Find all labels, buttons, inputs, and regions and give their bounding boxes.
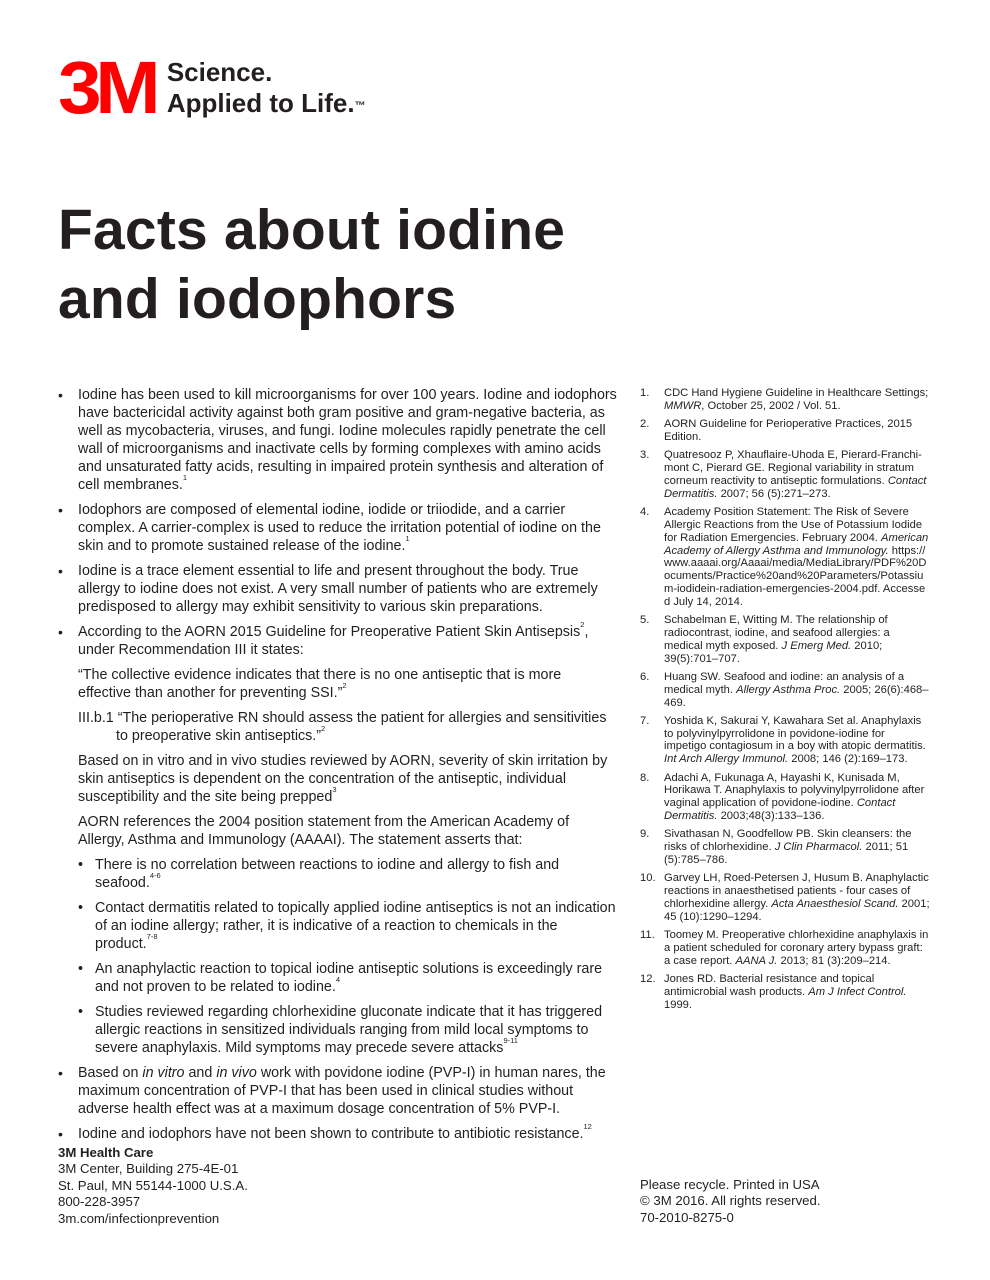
- reference-text: [664, 387, 930, 413]
- brand-logo: [58, 46, 366, 129]
- reference-body: Toomey M. Preoperative chlorhexidine anaphylaxis in a patient scheduled for coronary artery bypass graft: a case report.: [664, 929, 929, 967]
- fact-text: and: [184, 1065, 217, 1081]
- reference-number: 6.: [640, 670, 650, 683]
- reference-item: [640, 418, 930, 444]
- reference-body: , October 25, 2002 / Vol. 51.: [701, 399, 841, 412]
- aorn-quote-2: [78, 709, 618, 745]
- reference-source: Contact Dermatitis.: [664, 474, 927, 500]
- reference-source: J Emerg Med.: [781, 639, 852, 652]
- reference-source: Int Arch Allergy Immunol.: [664, 753, 789, 766]
- aorn-paragraph-2: AORN references the 2004 position statement from the American Academy of Allergy, Asthma and Immunology (AAAAI). The statement asserts that:: [78, 814, 570, 848]
- website-url: 3m.com/infectionprevention: [58, 1210, 220, 1226]
- reference-number: 11.: [640, 929, 655, 942]
- page-title: [58, 196, 565, 334]
- fact-text: Iodine is a trace element essential to life and present throughout the body. True allergy to iodine does not exist. A very small number of patients who are extremely predisposed to allergy may exhibit sensitivity to various skin preparations.: [78, 563, 598, 615]
- main-content: [58, 386, 618, 1150]
- reference-source: AANA J.: [735, 954, 778, 967]
- reference-body: 2003;48(3):133–136.: [717, 810, 825, 823]
- citation: 12: [583, 1122, 592, 1131]
- footer-legal: [640, 1177, 821, 1226]
- reference-source: Contact Dermatitis.: [664, 797, 896, 823]
- reference-item: [640, 973, 930, 1011]
- reference-body: Yoshida K, Sakurai Y, Kawahara Set al. Anaphylaxis to polyvinylpyrrolidone in povidone-iodine for impetigo contagiosum in a boy with atopic dermatitis.: [664, 714, 926, 753]
- reference-item: [640, 614, 930, 665]
- fact-item: [58, 386, 618, 494]
- reference-body: 2008; 146 (2):169–173.: [788, 753, 908, 766]
- reference-text: [664, 772, 930, 823]
- citation: 2: [580, 620, 585, 629]
- title-line-1: Facts about iodine: [58, 198, 566, 262]
- title-line-2: and iodophors: [58, 267, 457, 331]
- reference-body: Academy Position Statement: The Risk of Severe Allergic Reactions from the Use of Potassium Iodide for Radiation Emergencies. February 2004.: [664, 506, 923, 544]
- citation: 1: [182, 473, 188, 482]
- reference-body: Jones RD. Bacterial resistance and topical antimicrobial wash products.: [664, 973, 875, 998]
- fact-item: [58, 620, 618, 1057]
- reference-number: 7.: [640, 714, 650, 727]
- aorn-intro: [78, 620, 618, 659]
- citation: 2: [342, 681, 347, 690]
- company-address: [58, 1145, 248, 1227]
- reference-item: [640, 772, 930, 823]
- fact-text: Contact dermatitis related to topically applied iodine antiseptics is not an indication of an iodine allergy; rather, it is indicative of a reaction to chemicals in the product.: [95, 900, 616, 952]
- tagline-line-2: [167, 88, 366, 119]
- fact-item: [58, 501, 618, 555]
- fact-list: [58, 386, 618, 1143]
- 3m-logo: 3M: [58, 46, 155, 129]
- aaaai-list: [78, 856, 618, 1057]
- reference-body: 1999.: [664, 998, 692, 1011]
- aorn-paragraph-1: [78, 752, 618, 806]
- phone-number: 800-228-3957: [58, 1194, 141, 1210]
- reference-text: [664, 872, 930, 923]
- fact-text: Studies reviewed regarding chlorhexidine gluconate indicate that it has triggered allergic reactions in sensitized individuals ranging from mild local symptoms to severe anaphylaxis. Mild symptoms may precede severe attacks: [95, 1004, 603, 1056]
- quote-text: III.b.1 “The perioperative RN should assess the patient for allergies and sensitivities to preoperative skin antiseptics.”: [78, 710, 607, 744]
- citation: 7-8: [146, 932, 158, 941]
- fact-text: Iodine and iodophors have not been shown to contribute to antibiotic resistance.: [78, 1126, 584, 1142]
- citation: 2: [321, 724, 326, 733]
- citation: 3: [332, 785, 337, 794]
- fact-text: work with povidone iodine (PVP-I) in human nares, the maximum concentration of PVP-I that has been used in clinical studies without adverse health effect was at a maximum dosage concentration of 5% PVP-I.: [78, 1065, 606, 1117]
- fact-text: Based on in vitro and in vivo studies reviewed by AORN, severity of skin irritation by skin antiseptics is dependent on the concentration of the antiseptic, individual susceptibility and the site being prepped: [78, 753, 608, 805]
- quote-text: “The collective evidence indicates that there is no one antiseptic that is more effective than another for preventing SSI.”: [78, 667, 562, 701]
- reference-number: 3.: [640, 449, 650, 462]
- reference-body: Adachi A, Fukunaga A, Hayashi K, Kunisada M, Horikawa T. Anaphylaxis to polyvinylpyrrolidone after vaginal application of povidone-iodine.: [664, 771, 925, 810]
- tagline-line-2-text: Applied to Life.: [166, 88, 355, 118]
- reference-item: [640, 387, 930, 413]
- citation: 4: [335, 975, 341, 984]
- reference-number: 5.: [640, 614, 650, 627]
- reference-text: [664, 449, 930, 500]
- reference-item: [640, 828, 930, 866]
- brand-tagline: [167, 57, 366, 119]
- reference-body: Garvey LH, Roed-Petersen J, Husum B. Anaphylactic reactions in anaesthetised patients - four cases of chlorhexidine allergy.: [664, 872, 929, 911]
- reference-text: [664, 671, 930, 709]
- citation: 1: [405, 534, 410, 543]
- reference-number: 9.: [640, 828, 650, 841]
- copyright-note: © 3M 2016. All rights reserved.: [640, 1193, 821, 1209]
- reference-number: 10.: [640, 872, 656, 885]
- reference-item: [640, 715, 930, 766]
- reference-body: AORN Guideline for Perioperative Practices, 2015 Edition.: [664, 418, 913, 443]
- fact-text: An anaphylactic reaction to topical iodine antiseptic solutions is exceedingly rare and not proven to be related to iodine.: [95, 961, 603, 995]
- document-code: 70-2010-8275-0: [640, 1209, 734, 1225]
- reference-source: Am J Infect Control.: [808, 986, 907, 998]
- aaaai-item: [78, 1003, 618, 1057]
- reference-item: [640, 929, 930, 967]
- reference-body: 2007; 56 (5):271–273.: [717, 487, 831, 500]
- fact-text: There is no correlation between reactions to iodine and allergy to fish and seafood.: [95, 857, 560, 891]
- reference-source: Acta Anaesthesiol Scand.: [771, 898, 899, 911]
- reference-body: 2001; 45 (10):1290–1294.: [664, 898, 930, 923]
- reference-body: 2011; 51 (5):785–786.: [664, 841, 909, 867]
- reference-number: 2.: [640, 418, 650, 431]
- aaaai-item: [78, 899, 618, 953]
- company-name: 3M Health Care: [58, 1145, 154, 1160]
- reference-item: [640, 449, 930, 500]
- fact-italic: in vivo: [216, 1065, 257, 1081]
- tagline-line-1: Science.: [166, 57, 273, 87]
- fact-text: Iodophors are composed of elemental iodine, iodide or triiodide, and a carrier complex. A carrier-complex is used to reduce the irritation potential of iodine on the skin and to promote sustained release of the iodine.: [78, 502, 601, 554]
- aaaai-item: [78, 856, 618, 892]
- reference-source: Allergy Asthma Proc.: [736, 683, 841, 696]
- reference-text: [664, 715, 930, 766]
- fact-item: [58, 562, 618, 616]
- fact-text: According to the AORN 2015 Guideline for Preoperative Patient Skin Antisepsis: [78, 624, 581, 640]
- reference-text: [664, 506, 930, 608]
- fact-text: Iodine has been used to kill microorganisms for over 100 years. Iodine and iodophors have bactericidal activity against both gram positive and gram-negative bacteria, as well as mycobacteria, viruses, and fungi. Iodine molecules rapidly penetrate the cell wall of microorganisms and inactivate cells by forming complexes with amino acids and unsaturated fatty acids, resulting in impaired protein synthesis and alteration of cell membranes.: [78, 387, 617, 493]
- reference-body: Huang SW. Seafood and iodine: an analysis of a medical myth.: [664, 670, 905, 696]
- reference-number: 1.: [640, 387, 650, 399]
- aorn-quote-1: [78, 666, 618, 702]
- reference-item: [640, 671, 930, 709]
- references-list: [640, 387, 930, 1017]
- reference-body: 2005; 26(6):468–469.: [664, 683, 929, 709]
- reference-text: [664, 614, 930, 665]
- address-line-2: St. Paul, MN 55144-1000 U.S.A.: [58, 1177, 248, 1193]
- reference-body: https://www.aaaai.org/Aaaai/media/MediaLibrary/PDF%20Documents/Practice%20and%20Parameters/Potassium-iodidein-radiation-emergencies-2004.pdf. Accessed July 14, 2014.: [664, 544, 927, 608]
- reference-body: 2010; 39(5):701–707.: [664, 639, 883, 665]
- reference-source: MMWR: [664, 399, 702, 412]
- reference-text: [664, 828, 930, 866]
- fact-italic: in vitro: [142, 1065, 185, 1081]
- citation: 9-11: [503, 1036, 518, 1045]
- reference-body: Quatresooz P, Xhauflaire-Uhoda E, Pierard-Franchi-mont C, Pierard GE. Regional variability in stratum corneum reactivity to antiseptic formulations.: [664, 449, 922, 487]
- reference-number: 12.: [640, 973, 656, 986]
- reference-body: Schabelman E, Witting M. The relationship of radiocontrast, iodine, and seafood allergies: a medical myth exposed.: [664, 614, 890, 652]
- reference-number: 4.: [640, 506, 650, 519]
- reference-number: 8.: [640, 771, 650, 784]
- fact-text: Based on: [78, 1065, 143, 1081]
- reference-source: J Clin Pharmacol.: [774, 841, 863, 854]
- fact-item: [58, 1064, 618, 1118]
- fact-item: [58, 1122, 618, 1143]
- reference-text: [664, 973, 930, 1011]
- trademark-symbol: ™: [354, 100, 366, 112]
- aaaai-item: [78, 960, 618, 996]
- reference-body: CDC Hand Hygiene Guideline in Healthcare Settings;: [664, 387, 929, 399]
- reference-item: [640, 506, 930, 608]
- recycle-note: Please recycle. Printed in USA: [640, 1177, 820, 1192]
- reference-source: American Academy of Allergy Asthma and Immunology.: [664, 531, 929, 557]
- citation: 4-6: [149, 871, 161, 880]
- reference-body: 2013; 81 (3):209–214.: [777, 954, 891, 967]
- reference-item: [640, 872, 930, 923]
- reference-text: [664, 929, 930, 967]
- fact-text: , under Recommendation III it states:: [78, 624, 589, 658]
- reference-body: Sivathasan N, Goodfellow PB. Skin cleansers: the risks of chlorhexidine.: [664, 828, 912, 854]
- reference-text: [664, 418, 930, 444]
- address-line-1: 3M Center, Building 275-4E-01: [58, 1161, 239, 1177]
